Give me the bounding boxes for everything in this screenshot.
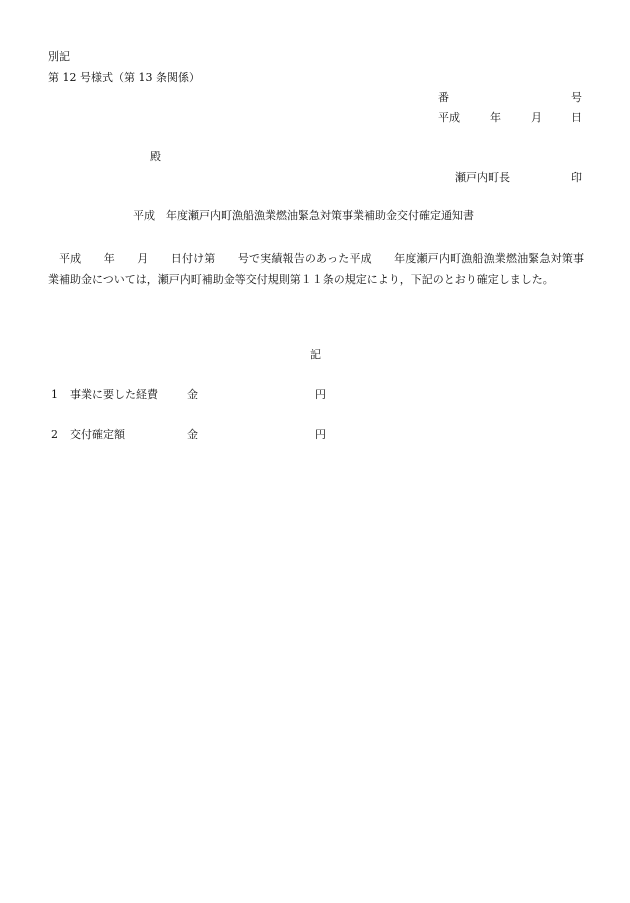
body-paragraph: 平成 年 月 日付け第 号で実績報告のあった平成 年度瀬戸内町漁船漁業燃油緊急対策事業補助金については，瀬戸内町補助金等交付規則第１１条の規定により，下記のとおり確定しました。: [48, 252, 584, 286]
date-era: 平成: [438, 111, 460, 124]
item-kin: 金: [187, 428, 198, 441]
ki-heading: 記: [310, 348, 321, 361]
document-title: 平成 年度瀬戸内町漁船漁業燃油緊急対策事業補助金交付確定通知書: [133, 209, 474, 222]
item-yen: 円: [315, 388, 326, 401]
date-year: 年: [490, 111, 501, 124]
item-label: 交付確定額: [70, 428, 125, 441]
form-number: 第 12 号様式（第 13 条関係）: [48, 71, 200, 84]
appendix-label: 別記: [48, 50, 70, 63]
issuer-seal: 印: [571, 171, 582, 184]
date-month: 月: [531, 111, 542, 124]
reference-ban: 番: [438, 91, 449, 104]
date-day: 日: [571, 111, 582, 124]
reference-go: 号: [571, 91, 582, 104]
item-yen: 円: [315, 428, 326, 441]
item-number: 1: [51, 388, 58, 401]
item-kin: 金: [187, 388, 198, 401]
item-number: 2: [51, 428, 58, 441]
item-label: 事業に要した経費: [70, 388, 158, 401]
addressee-honorific: 殿: [150, 150, 161, 163]
issuer-name: 瀬戸内町長: [455, 171, 510, 184]
